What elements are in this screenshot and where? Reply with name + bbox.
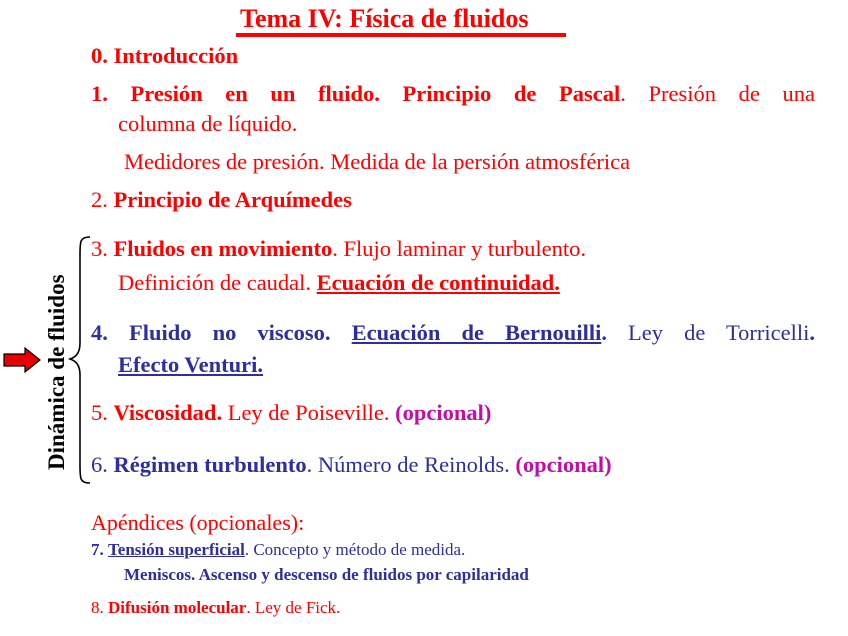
item-tension-superficial xyxy=(91,539,465,561)
item-heading: Principio de Arquímedes xyxy=(113,187,352,212)
optional-badge: (opcional) xyxy=(395,400,492,425)
item-heading: Régimen turbulento xyxy=(113,452,307,477)
item-arquimedes xyxy=(91,185,352,215)
item-text: Ley de Poiseville. xyxy=(222,400,396,425)
item-heading: Viscosidad. xyxy=(113,400,223,425)
item-presion xyxy=(91,79,815,109)
item-number: 4. xyxy=(91,320,108,345)
item-number: 1. xyxy=(91,81,108,106)
item-heading: Fluido no viscoso. xyxy=(128,320,331,345)
item-introduccion: 0. Introducción xyxy=(91,43,239,68)
tension-superficial-link[interactable]: Tensión superficial xyxy=(108,540,245,559)
item-presion-line3: Medidores de presión. Medida de la persión atmosférica xyxy=(124,149,631,174)
optional-badge: (opcional) xyxy=(515,452,612,477)
item-number: 8. xyxy=(91,598,104,617)
item-number: 7. xyxy=(91,540,104,559)
page-title: Tema IV: Física de fluidos xyxy=(240,4,529,33)
item-number: 2. xyxy=(91,187,108,212)
item-text: . Número de Reinolds. xyxy=(306,452,516,477)
title-underline xyxy=(236,33,566,37)
side-label: Dinámica de fluidos xyxy=(44,274,69,470)
right-arrow-icon xyxy=(3,347,41,373)
item-heading: Presión en un fluido. Principio de Pascal xyxy=(130,81,621,106)
bernouilli-link[interactable]: Ecuación de Bernouilli xyxy=(351,320,602,345)
item-text: . Ley de Fick. xyxy=(246,598,341,617)
item-number: 5. xyxy=(91,400,108,425)
item-text: Definición de caudal. xyxy=(118,270,312,295)
curly-brace-icon xyxy=(68,235,92,485)
continuidad-link[interactable]: Ecuación de continuidad. xyxy=(316,270,560,295)
item-fluidos-movimiento-line2 xyxy=(118,268,560,298)
item-presion-line2: columna de líquido. xyxy=(118,111,298,136)
item-regimen-turbulento xyxy=(91,450,612,480)
item-tension-superficial-line2: Meniscos. Ascenso y descenso de fluidos por capilaridad xyxy=(124,565,529,584)
item-text: . Flujo laminar y turbulento. xyxy=(332,236,586,261)
item-dot: . xyxy=(809,320,816,345)
item-difusion xyxy=(91,597,340,619)
item-number: 3. xyxy=(91,236,108,261)
item-text: . Presión de una xyxy=(620,81,815,106)
item-heading: Difusión molecular xyxy=(108,598,247,617)
item-number: 6. xyxy=(91,452,108,477)
item-text: Ley de Torricelli xyxy=(606,320,810,345)
item-dot: . xyxy=(601,320,607,345)
venturi-link[interactable]: Efecto Venturi. xyxy=(118,352,263,377)
item-viscosidad xyxy=(91,398,491,428)
item-heading: Fluidos en movimiento xyxy=(113,236,333,261)
item-fluidos-movimiento xyxy=(91,234,586,264)
appendix-heading: Apéndices (opcionales): xyxy=(91,510,305,535)
item-fluido-no-viscoso xyxy=(91,318,815,348)
item-text: . Concepto y método de medida. xyxy=(244,540,466,559)
